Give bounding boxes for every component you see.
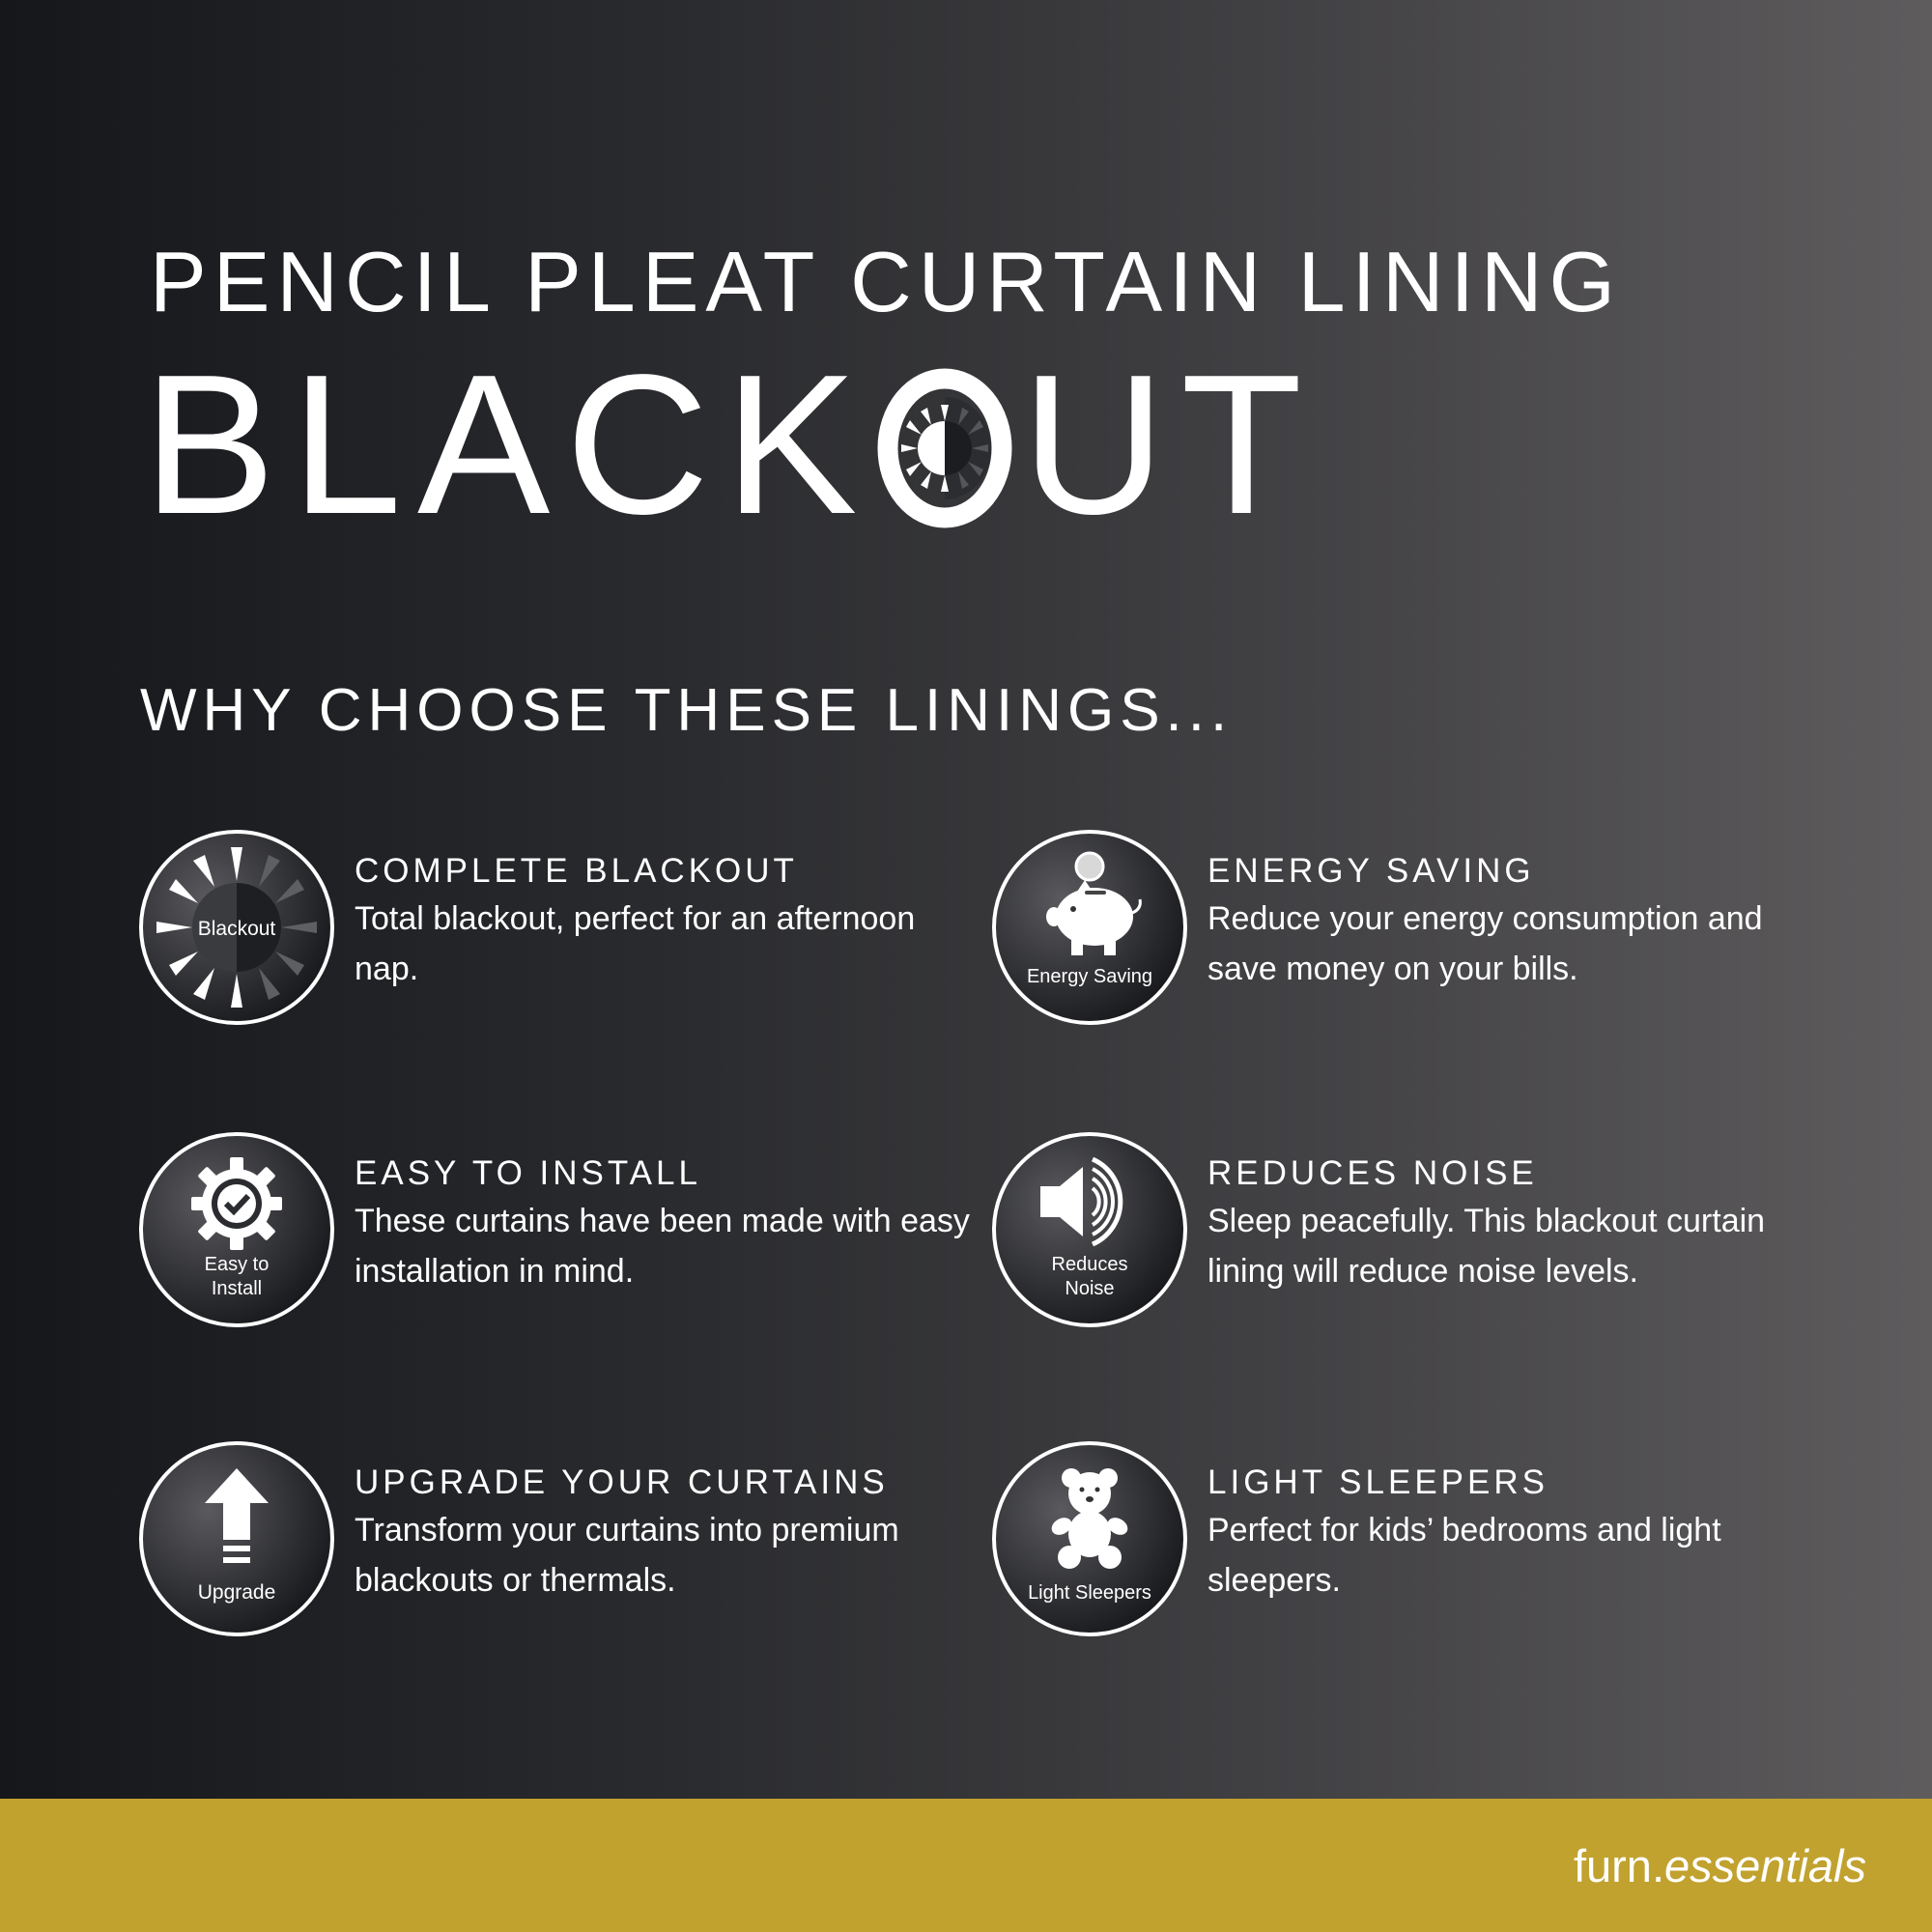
product-subtitle: PENCIL PLEAT CURTAIN LINING [150,234,1622,329]
upgrade-badge [137,1439,336,1638]
feature-description: Transform your curtains into premium blackouts or thermals. [355,1512,899,1599]
badge-label: Blackout [197,918,276,940]
gear-check-icon [191,1157,282,1250]
title-o-sun-icon [877,362,1012,526]
footer-band [0,1799,1932,1932]
badge-label-line1: Reduces [1051,1254,1128,1275]
brand-name-italic: essentials [1664,1840,1866,1891]
feature-easy-to-install [137,1130,1007,1333]
badge-label: Upgrade [197,1581,276,1604]
feature-light-sleepers [990,1439,1860,1642]
feature-title: ENERGY SAVING [1208,852,1535,890]
badge-label-line1: Easy to [204,1254,270,1275]
feature-title: COMPLETE BLACKOUT [355,852,798,890]
product-title [143,333,1319,555]
feature-description: Perfect for kids’ bedrooms and light sleepers. [1208,1512,1721,1599]
badge-label-line2: Install [211,1278,263,1299]
badge-label-line2: Noise [1065,1278,1115,1299]
brand-logo [1574,1839,1866,1892]
title-text-end: UT [1021,333,1319,555]
brand-name: furn. [1573,1840,1664,1891]
easy-install-badge [137,1130,336,1329]
feature-description: Sleep peacefully. This blackout curtain lining will reduce noise levels. [1208,1203,1766,1290]
light-sleepers-badge [990,1439,1189,1638]
feature-upgrade-your-curtains [137,1439,1007,1642]
feature-title: LIGHT SLEEPERS [1208,1463,1548,1501]
feature-energy-saving [990,828,1860,1031]
reduces-noise-badge [990,1130,1189,1329]
feature-description: Total blackout, perfect for an afternoon nap. [355,900,916,987]
badge-label: Light Sleepers [1028,1582,1151,1604]
feature-reduces-noise [990,1130,1860,1333]
feature-complete-blackout [137,828,1007,1031]
badge-label: Energy Saving [1026,966,1153,987]
feature-title: REDUCES NOISE [1208,1154,1538,1192]
feature-title: UPGRADE YOUR CURTAINS [355,1463,889,1501]
feature-description: These curtains have been made with easy installation in mind. [355,1203,970,1290]
energy-saving-badge [990,828,1189,1027]
blackout-badge [137,828,336,1027]
section-heading: WHY CHOOSE THESE LININGS... [140,677,1234,744]
feature-description: Reduce your energy consumption and save money on your bills. [1208,900,1763,987]
title-text-start: BLACK [143,333,873,555]
feature-title: EASY TO INSTALL [355,1154,701,1192]
